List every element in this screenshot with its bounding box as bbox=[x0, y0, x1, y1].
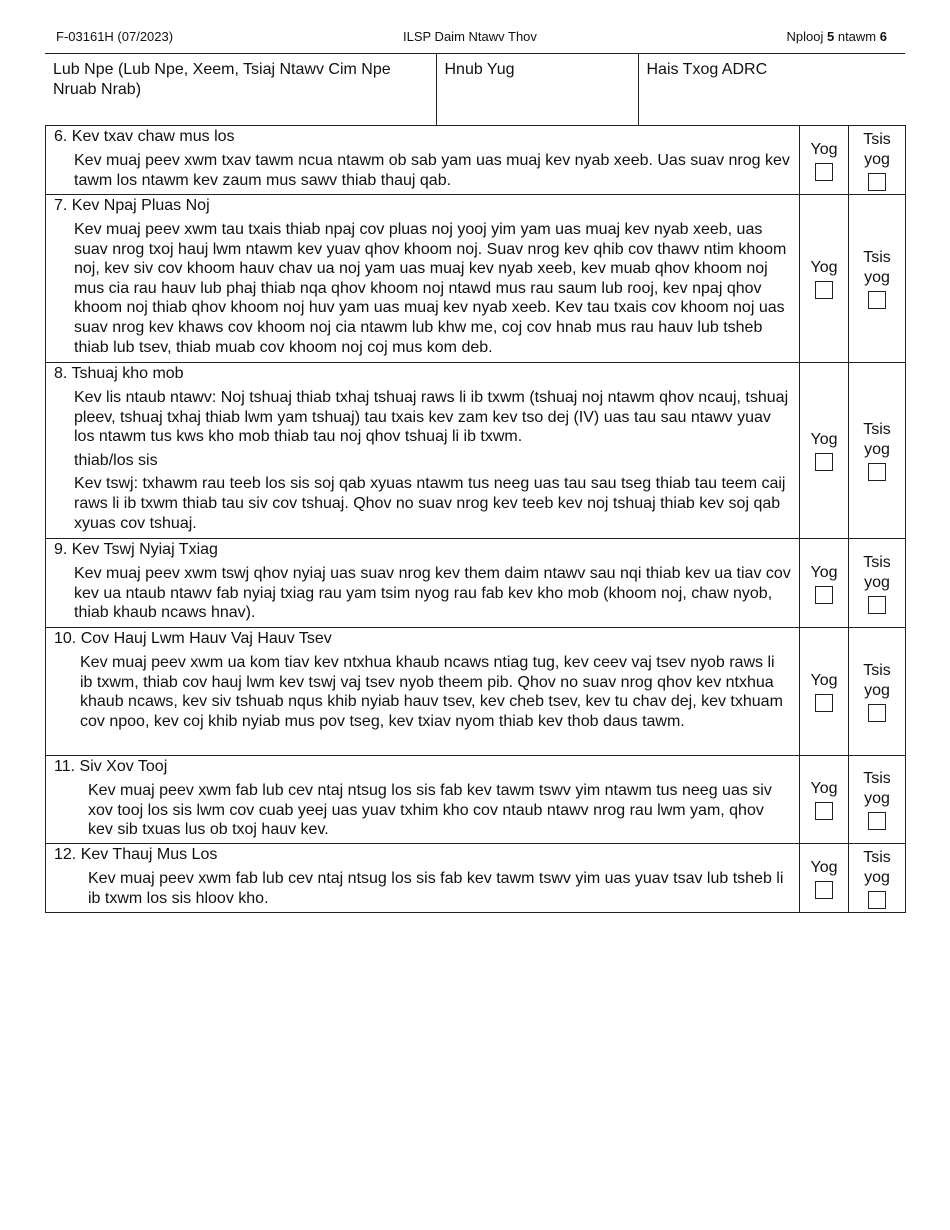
no-checkbox[interactable] bbox=[868, 173, 886, 191]
item-title: 11. Siv Xov Tooj bbox=[54, 758, 168, 775]
item-description: Kev lis ntaub ntawv: Noj tshuaj thiab txhaj tshuaj raws li ib txwm (tshuaj noj ntawm qhov ncauj, tshuaj pleev, tshuaj txhaj thiab lwm yam tshuaj) tau txais kev zam kev tso dej (IV) uas tau sau ntawv yuav los ntawm tus kws kho mob thiab tau noj qhov tshuaj li ib txwm. bbox=[74, 389, 789, 446]
no-label: Tsis yog bbox=[863, 249, 891, 286]
no-cell bbox=[849, 628, 906, 756]
item-description: Kev tswj: txhawm rau teeb los sis soj qab xyuas ntawm tus neeg uas tau sau tseg thiab tau teem caij raws li ib txwm thiab tau siv cov tshuaj. Qhov no suav nrog kev teeb kev noj tshuaj thiab kev soj qab xyuas cov tshuaj. bbox=[74, 475, 786, 532]
yes-cell bbox=[800, 844, 849, 913]
form-id: F-03161H (07/2023) bbox=[56, 29, 174, 44]
no-checkbox[interactable] bbox=[868, 291, 886, 309]
yes-label: Yog bbox=[810, 259, 838, 276]
yes-cell bbox=[800, 363, 849, 539]
item-text bbox=[46, 195, 800, 363]
item-row bbox=[46, 195, 906, 363]
no-label: Tsis yog bbox=[863, 662, 891, 699]
name-field[interactable] bbox=[45, 54, 436, 127]
no-cell bbox=[849, 363, 906, 539]
page-word: Nplooj bbox=[786, 29, 824, 44]
item-text bbox=[46, 756, 800, 844]
no-cell bbox=[849, 756, 906, 844]
no-cell bbox=[849, 844, 906, 913]
page-header bbox=[56, 29, 887, 47]
item-title: 7. Kev Npaj Pluas Noj bbox=[54, 197, 210, 214]
item-title: 12. Kev Thauj Mus Los bbox=[54, 846, 218, 863]
item-text bbox=[46, 628, 800, 756]
yes-label: Yog bbox=[810, 672, 838, 689]
yes-label: Yog bbox=[810, 563, 838, 581]
page-current: 5 bbox=[826, 29, 835, 44]
item-description: Kev muaj peev xwm tau txais thiab npaj cov pluas noj yooj yim yam uas muaj kev nyab xeeb, uas suav nrog txoj hauj lwm ntawm kev yuav qhov khoom noj. Suav nrog kev qhib cov thawv ntim khoom noj, kev siv cov khoom hauv chav ua noj yam uas muaj kev nyab xeeb, kev muab qhov khoom noj mus cia rau hauv lub phaj thiab nqa qhov khoom noj ntawd mus rau saum lub rooj, kev npaj qhov khoom noj thiab qhov khoom noj huv yam uas muaj kev nyab xeeb. Kev tau txais cov khoom noj uas suav nrog kev khaws cov khoom noj cia ntawm lub khw me, coj cov hnab mus rau hauv lub tsheb thiab lub tsev, thiab muab cov khoom noj coj mus kom deb. bbox=[74, 221, 787, 356]
form-title: ILSP Daim Ntawv Thov bbox=[403, 29, 537, 44]
page-total: 6 bbox=[879, 29, 887, 44]
item-text bbox=[46, 539, 800, 628]
item-description: Kev muaj peev xwm txav tawm ncua ntawm ob sab yam uas muaj kev nyab xeeb. Uas suav nrog kev tawm los ntawm kev zaum mus sawv thiab thauj qab. bbox=[74, 152, 790, 189]
yes-label: Yog bbox=[810, 140, 838, 158]
adrc-label: Hais Txog ADRC bbox=[646, 61, 768, 78]
no-checkbox[interactable] bbox=[868, 463, 886, 481]
no-label: Tsis yog bbox=[863, 421, 891, 458]
item-title: 6. Kev txav chaw mus los bbox=[54, 128, 235, 145]
page-number bbox=[787, 29, 888, 44]
item-row bbox=[46, 539, 906, 628]
yes-checkbox[interactable] bbox=[815, 163, 833, 181]
adrc-field[interactable] bbox=[638, 54, 905, 127]
no-checkbox[interactable] bbox=[868, 812, 886, 830]
yes-checkbox[interactable] bbox=[815, 281, 833, 299]
item-description: Kev muaj peev xwm fab lub cev ntaj ntsug los sis fab kev tawm tswv yim uas yuav tsav lub tsheb li ib txwm los sis hloov kho. bbox=[88, 870, 784, 907]
yes-label: Yog bbox=[810, 431, 838, 448]
item-connector: thiab/los sis bbox=[74, 451, 158, 469]
activities-table bbox=[45, 125, 906, 913]
yes-cell bbox=[800, 126, 849, 195]
no-label: Tsis yog bbox=[863, 130, 891, 168]
yes-checkbox[interactable] bbox=[815, 694, 833, 712]
no-label: Tsis yog bbox=[863, 770, 891, 807]
yes-cell bbox=[800, 628, 849, 756]
yes-label: Yog bbox=[810, 780, 838, 797]
yes-checkbox[interactable] bbox=[815, 881, 833, 899]
dob-field[interactable] bbox=[436, 54, 638, 127]
no-checkbox[interactable] bbox=[868, 704, 886, 722]
yes-checkbox[interactable] bbox=[815, 586, 833, 604]
no-cell bbox=[849, 539, 906, 628]
identification-row bbox=[45, 53, 905, 126]
item-description: Kev muaj peev xwm fab lub cev ntaj ntsug los sis fab kev tawm tswv yim ntawm tus neeg uas siv xov tooj los sis lwm cov cuab yeej uas yuav txhim kho cov ntaub ntawv nrog rau lwm yam, qhov kev sib txuas lus ob txoj hauv kev. bbox=[88, 782, 772, 839]
yes-cell bbox=[800, 539, 849, 628]
yes-checkbox[interactable] bbox=[815, 802, 833, 820]
item-row bbox=[46, 756, 906, 844]
item-title: 9. Kev Tswj Nyiaj Txiag bbox=[54, 541, 218, 558]
no-label: Tsis yog bbox=[863, 553, 891, 591]
yes-cell bbox=[800, 195, 849, 363]
item-text bbox=[46, 363, 800, 539]
no-cell bbox=[849, 126, 906, 195]
item-row bbox=[46, 628, 906, 756]
item-text bbox=[46, 844, 800, 913]
item-title: 8. Tshuaj kho mob bbox=[54, 365, 184, 382]
yes-checkbox[interactable] bbox=[815, 453, 833, 471]
item-row bbox=[46, 126, 906, 195]
item-description: Kev muaj peev xwm tswj qhov nyiaj uas suav nrog kev them daim ntawv sau nqi thiab kev ua tiav cov kev ua ntaub ntawv fab nyiaj txiag rau yam tsim nyog rau fab kev kho mob (khoom noj, chaw nyob, thiab khaub ncaws hnav). bbox=[74, 565, 791, 622]
of-word: ntawm bbox=[837, 29, 877, 44]
no-label: Tsis yog bbox=[863, 848, 891, 886]
item-title: 10. Cov Hauj Lwm Hauv Vaj Hauv Tsev bbox=[54, 630, 332, 647]
name-label: Lub Npe (Lub Npe, Xeem, Tsiaj Ntawv Cim Npe Nruab Nrab) bbox=[53, 61, 391, 98]
item-row bbox=[46, 844, 906, 913]
no-checkbox[interactable] bbox=[868, 596, 886, 614]
dob-label: Hnub Yug bbox=[444, 61, 515, 78]
item-row bbox=[46, 363, 906, 539]
yes-label: Yog bbox=[810, 858, 838, 876]
no-checkbox[interactable] bbox=[868, 891, 886, 909]
no-cell bbox=[849, 195, 906, 363]
item-text bbox=[46, 126, 800, 195]
item-description: Kev muaj peev xwm ua kom tiav kev ntxhua khaub ncaws ntiag tug, kev ceev vaj tsev nyob raws li ib txwm, thiab cov hauj lwm kev tswj vaj tsev nyob theem pib. Qhov no suav nrog qhov kev ntxhua khaub ncaws, kev siv tshuab nqus khib nyiab hauv tsev, kev cheb tsev, kev tu chav dej, kev txhuam cov npoo, kev coj khib nyiab mus pov tseg, kev txiav nyom thiab kev thob daus tawm. bbox=[80, 654, 783, 730]
yes-cell bbox=[800, 756, 849, 844]
